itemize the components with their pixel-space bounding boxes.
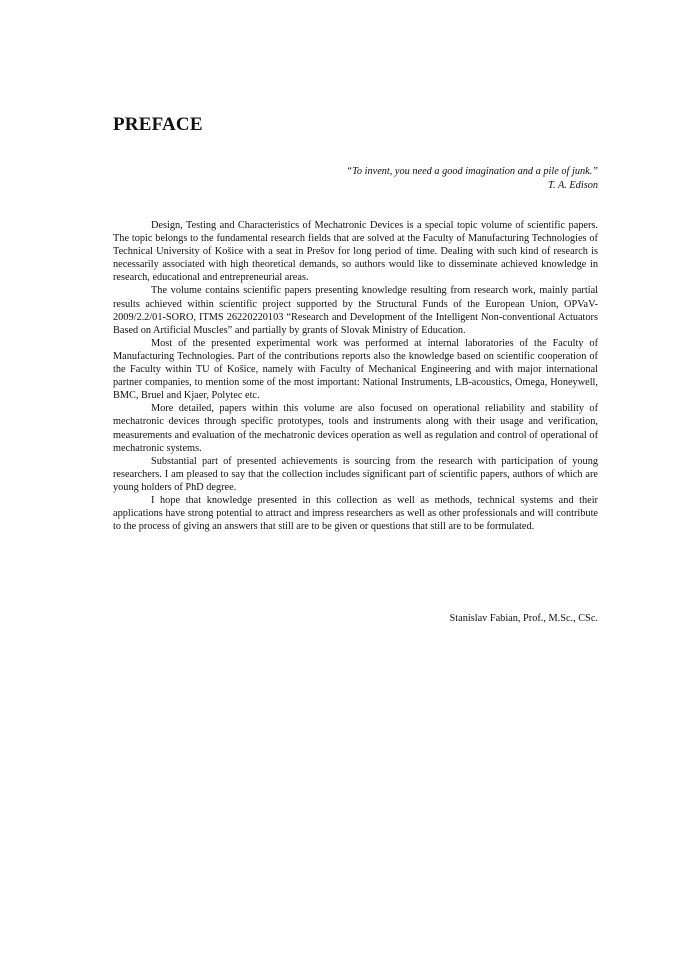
paragraph: The volume contains scientific papers presenting knowledge resulting from research work, mainly partial results achieved within scientific project supported by the Structural Funds of the European Union, OPVaV-2009/2.2/01-SORO, ITMS 26220220103 “Research and Development of the Intelligent Non-conventional Actuators Based on Artificial Muscles” and partially by grants of Slovak Ministry of Education.	[113, 285, 598, 336]
paragraph: Design, Testing and Characteristics of Mechatronic Devices is a special topic volume of scientific papers. The topic belongs to the fundamental research fields that are solved at the Faculty of Manufacturing Technologies of Technical University of Košice with a seat in Prešov for long period of time. Dealing with such kind of research is necessarily associated with high theoretical demands, so authors would like to disseminate achieved knowledge in research, educational and entrepreneurial areas.	[113, 220, 598, 284]
paragraph: Most of the presented experimental work was performed at internal laboratories of the Faculty of Manufacturing Technologies. Part of the contributions reports also the knowledge based on scientific cooperation of the Faculty within TU of Košice, namely with Faculty of Mechanical Engineering and with major international partner companies, to mention some of the most important: National Instruments, LB-acoustics, Omega, Honeywell, BMC, Bruel and Kjaer, Polytec etc.	[113, 337, 598, 402]
epigraph-author: T. A. Edison	[548, 180, 598, 191]
paragraph: More detailed, papers within this volume are also focused on operational reliability and stability of mechatronic devices through specific prototypes, tools and instruments along with their usage and verification, measurements and evaluation of the mechatronic devices operation as well as regulation and control of operational of mechatronic systems.	[113, 403, 598, 454]
epigraph-quote: “To invent, you need a good imagination and a pile of junk.”	[346, 166, 598, 177]
paragraph: I hope that knowledge presented in this collection as well as methods, technical systems and their applications have strong potential to attract and impress researchers as well as other professionals and will contribute to the process of giving an answers that still are to be given or questions that still are to be formulated.	[113, 494, 598, 533]
paragraph: Substantial part of presented achievements is sourcing from the research with participation of young researchers. I am pleased to say that the collection includes significant part of scientific papers, authors of which are young holders of PhD degree.	[113, 455, 598, 493]
preface-body	[113, 219, 598, 533]
page-title: PREFACE	[113, 114, 203, 135]
epigraph	[113, 165, 598, 193]
signature: Stanislav Fabian, Prof., M.Sc., CSc.	[449, 613, 598, 624]
